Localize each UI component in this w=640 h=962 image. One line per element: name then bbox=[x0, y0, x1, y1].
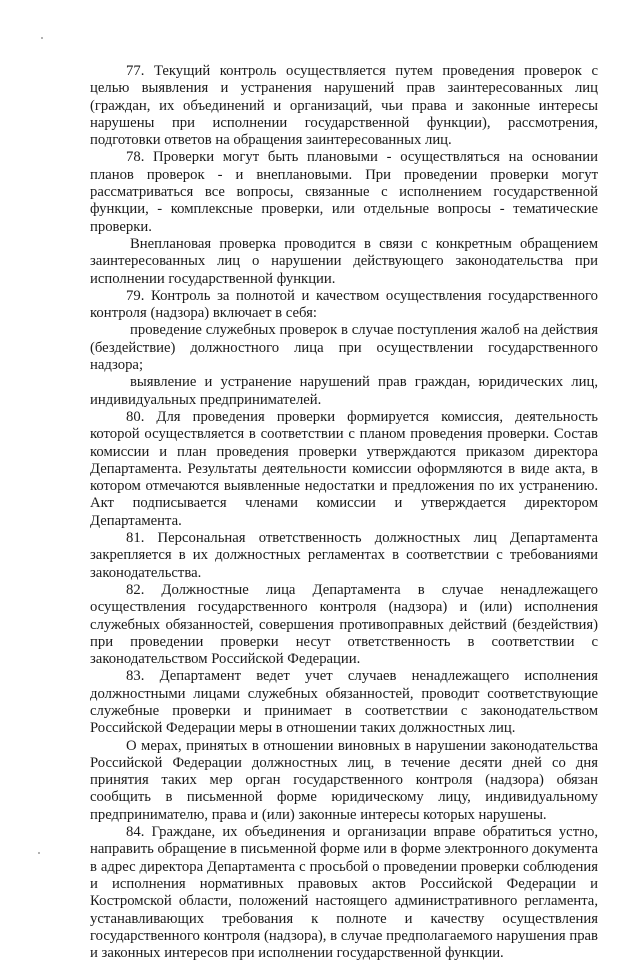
paragraph-81: 81. Персональная ответственность должностных лиц Департамента закрепляется в их должностных регламентах в соответствии с требованиями законодательства. bbox=[90, 530, 598, 581]
paragraph-83-measures: О мерах, принятых в отношении виновных в нарушении законодательства Российской Федерации должностных лиц, в течение десяти дней со дня принятия таких мер орган государственного контроля (надзора) обязан сообщить в письменной форме юридическому лицу, индивидуальному предпринимателю, права и (или) законные интересы которых нарушены. bbox=[90, 737, 598, 823]
paragraph-79: 79. Контроль за полнотой и качеством осуществления государственного контроля (надзора) включает в себя: bbox=[90, 287, 598, 322]
paragraph-77: 77. Текущий контроль осуществляется путем проведения проверок с целью выявления и устранения нарушений прав заинтересованных лиц (граждан, их объединений и организаций, чьи права и законные интересы нарушены при исполнении государственной функции), рассмотрения, подготовки ответов на обращения заинтересованных лиц. bbox=[90, 63, 598, 149]
paragraph-79-item-2: выявление и устранение нарушений прав граждан, юридических лиц, индивидуальных предпринимателей. bbox=[90, 374, 598, 408]
scan-speck bbox=[38, 852, 40, 854]
document-body bbox=[90, 63, 598, 962]
paragraph-78: 78. Проверки могут быть плановыми - осуществляться на основании планов проверок - и внеплановыми. При проведении проверки могут рассматриваться все вопросы, связанные с исполнением государственной функции, - комплексные проверки, или отдельные вопросы - тематические проверки. bbox=[90, 149, 598, 235]
scan-speck bbox=[41, 37, 43, 39]
paragraph-84: 84. Граждане, их объединения и организации вправе обратиться устно, направить обращение в письменной форме или в форме электронного документа в адрес директора Департамента с просьбой о проведении проверки соблюдения и исполнения нормативных правовых актов Российской Федерации и Костромской области, положений настоящего административного регламента, устанавливающих требования к полноте и качеству осуществления государственного контроля (надзора), в случае предполагаемого нарушения прав и законных интересов при исполнении государственной функции. bbox=[90, 824, 598, 962]
paragraph-82: 82. Должностные лица Департамента в случае ненадлежащего осуществления государственного контроля (надзора) и (или) исполнения служебных обязанностей, совершения противоправных действий (бездействия) при проведении проверки несут ответственность в соответствии с законодательством Российской Федерации. bbox=[90, 581, 598, 668]
paragraph-83: 83. Департамент ведет учет случаев ненадлежащего исполнения должностными лицами служебных обязанностей, проводит соответствующие служебные проверки и принимает в соответствии с законодательством Российской Федерации меры в отношении таких должностных лиц. bbox=[90, 668, 598, 737]
paragraph-78-unscheduled: Внеплановая проверка проводится в связи с конкретным обращением заинтересованных лиц о нарушении действующего законодательства при исполнении государственной функции. bbox=[90, 235, 598, 287]
paragraph-79-item-1: проведение служебных проверок в случае поступления жалоб на действия (бездействие) должностного лица при осуществлении государственного надзора; bbox=[90, 322, 598, 374]
paragraph-80: 80. Для проведения проверки формируется комиссия, деятельность которой осуществляется в соответствии с планом проведения проверки. Состав комиссии и план проведения проверки утверждаются приказом директора Департамента. Результаты деятельности комиссии оформляются в виде акта, в котором отмечаются выявленные недостатки и предложения по их устранению. Акт подписывается членами комиссии и утверждается директором Департамента. bbox=[90, 408, 598, 529]
